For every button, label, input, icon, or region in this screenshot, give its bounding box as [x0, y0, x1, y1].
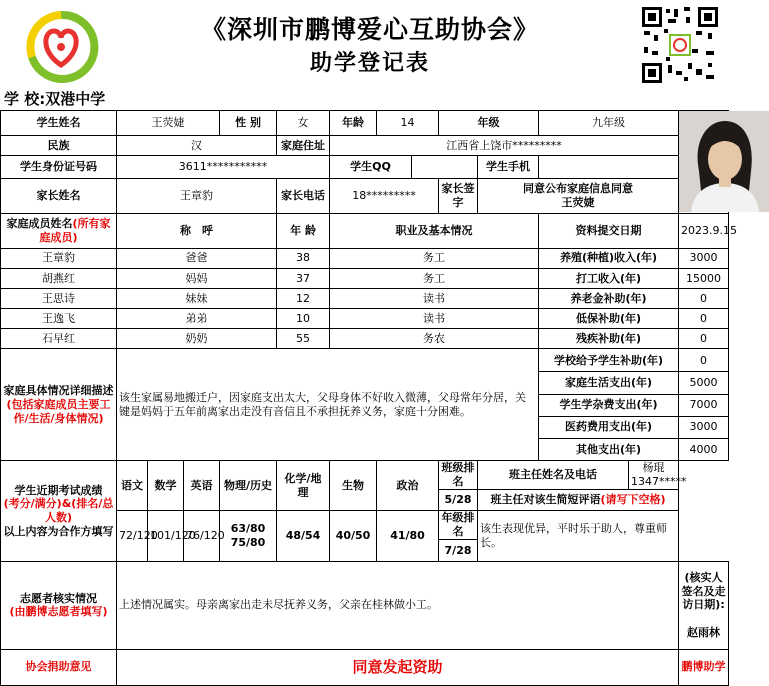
school-name: 学 校:双港中学 [4, 90, 106, 108]
subject-header: 英语 [184, 460, 220, 510]
student-name-value: 王荧婕 [117, 111, 220, 136]
association-logo-icon [18, 5, 104, 81]
association-opinion-label: 协会捐助意见 [1, 649, 117, 685]
family-row [1, 309, 729, 329]
student-qq-value [412, 155, 478, 178]
grade-label: 年级 [439, 111, 539, 136]
student-basic-row [1, 111, 729, 136]
form-subtitle: 助学登记表 [309, 50, 430, 76]
id-row [1, 155, 729, 178]
expense-label: 医药费用支出(年) [539, 416, 679, 438]
income-label: 养殖(种植)收入(年) [539, 248, 679, 268]
expense-label: 其他支出(年) [539, 438, 679, 460]
subject-header: 政治 [377, 460, 439, 510]
student-phone-value [539, 155, 679, 178]
subject-score: 48/54 [277, 511, 330, 562]
exam-note: (考分/满分)&(排名/总人数) [3, 497, 114, 525]
parent-row [1, 179, 729, 214]
family-member-occupation: 务农 [330, 329, 539, 349]
submit-date-label: 资料提交日期 [539, 213, 679, 248]
subject-score: 72/120 [117, 511, 148, 562]
parent-phone-label: 家长电话 [277, 179, 330, 214]
expense-label: 学校给予学生补助(年) [539, 349, 679, 372]
income-value: 3000 [679, 248, 729, 268]
address-value: 江西省上饶市********* [330, 136, 679, 155]
family-header-row [1, 213, 729, 248]
id-number-label: 学生身份证号码 [1, 155, 117, 178]
family-member-age: 12 [277, 289, 330, 309]
parent-phone-value: 18********* [330, 179, 439, 214]
ethnicity-label: 民族 [1, 136, 117, 155]
expense-value: 5000 [679, 372, 729, 394]
situation-note: (包括家庭成员主要工作/生活/身体情况) [6, 397, 111, 425]
subject-header: 生物 [330, 460, 377, 510]
consent-name: 王荧婕 [561, 195, 595, 209]
qr-code-icon [640, 5, 720, 85]
grade-value: 九年级 [539, 111, 679, 136]
expense-value: 0 [679, 349, 729, 372]
form-header [0, 0, 728, 88]
member-age-header: 年 龄 [277, 213, 330, 248]
family-row [1, 268, 729, 288]
family-member-name: 石早红 [1, 329, 117, 349]
family-member-name: 王逸飞 [1, 309, 117, 329]
class-rank-label: 班级排名 [439, 460, 478, 489]
verifier-name: 赵雨林 [687, 625, 721, 639]
subject-score: 40/50 [330, 511, 377, 562]
id-number-value: 3611*********** [117, 155, 330, 178]
volunteer-row [1, 562, 729, 650]
address-label: 家庭住址 [277, 136, 330, 155]
form-title: 《深圳市鹏博爱心互助协会》 [200, 15, 539, 44]
income-value: 15000 [679, 268, 729, 288]
student-phone-label: 学生手机 [478, 155, 539, 178]
family-member-occupation: 读书 [330, 289, 539, 309]
family-member-relation: 爸爸 [117, 248, 277, 268]
family-member-occupation: 务工 [330, 268, 539, 288]
teacher-comment-note: (请写下空格) [600, 493, 666, 507]
family-members-label: 家庭成员姓名(所有家庭成员) [1, 213, 117, 248]
family-member-age: 38 [277, 248, 330, 268]
teacher-label: 班主任姓名及电话 [478, 460, 629, 489]
association-decision: 同意发起资助 [117, 649, 679, 685]
teacher-value: 杨琨1347***** [629, 460, 679, 489]
subject-score: 101/120 [148, 511, 184, 562]
parent-signature-label: 家长签字 [439, 179, 478, 214]
family-member-age: 55 [277, 329, 330, 349]
family-member-name: 胡燕红 [1, 268, 117, 288]
family-member-relation: 奶奶 [117, 329, 277, 349]
grade-rank-label: 年级排名 [439, 511, 478, 540]
subject-header: 物理/历史 [220, 460, 277, 510]
grade-rank-value: 7/28 [439, 539, 478, 561]
gender-value: 女 [277, 111, 330, 136]
subject-header: 语文 [117, 460, 148, 510]
family-member-age: 10 [277, 309, 330, 329]
expense-value: 4000 [679, 438, 729, 460]
expense-label: 家庭生活支出(年) [539, 372, 679, 394]
volunteer-text: 上述情况属实。母亲离家出走未尽抚养义务，父亲在桂林做小工。 [117, 562, 679, 650]
family-members-note: (所有家庭成员) [39, 216, 111, 244]
student-photo [679, 111, 729, 214]
situation-label: 家庭具体情况详细描述(包括家庭成员主要工作/生活/身体情况) [1, 349, 117, 461]
income-label: 养老金补助(年) [539, 289, 679, 309]
income-value: 0 [679, 329, 729, 349]
exam-header-row [1, 460, 729, 489]
occupation-header: 职业及基本情况 [330, 213, 539, 248]
expense-value: 7000 [679, 394, 729, 416]
exam-label: 学生近期考试成绩 (考分/满分)&(排名/总人数) 以上内容为合作方填写 [1, 460, 117, 561]
decision-row [1, 649, 729, 685]
student-portrait-icon [679, 111, 769, 212]
family-member-occupation: 读书 [330, 309, 539, 329]
teacher-comment-label: 班主任对该生简短评语(请写下空格) [478, 490, 679, 511]
relation-header: 称 呼 [117, 213, 277, 248]
subject-score: 41/80 [377, 511, 439, 562]
verifier-cell [679, 562, 729, 650]
family-member-relation: 妹妹 [117, 289, 277, 309]
volunteer-note: (由鹏博志愿者填写) [9, 605, 108, 619]
family-member-occupation: 务工 [330, 248, 539, 268]
expense-value: 3000 [679, 416, 729, 438]
verifier-label: (核实人签名及走访日期): [681, 570, 726, 612]
parent-name-value: 王章豹 [117, 179, 277, 214]
situation-row [1, 349, 729, 372]
association-name: 鹏博助学 [679, 649, 729, 685]
volunteer-label: 志愿者核实情况 (由鹏博志愿者填写) [1, 562, 117, 650]
subject-header: 化学/地理 [277, 460, 330, 510]
consent-cell [478, 179, 679, 214]
parent-name-label: 家长姓名 [1, 179, 117, 214]
age-label: 年龄 [330, 111, 377, 136]
submit-date-value: 2023.9.15 [679, 213, 729, 248]
family-member-relation: 妈妈 [117, 268, 277, 288]
class-rank-value: 5/28 [439, 490, 478, 511]
student-qq-label: 学生QQ [330, 155, 412, 178]
family-row [1, 329, 729, 349]
gender-label: 性 别 [220, 111, 277, 136]
income-label: 打工收入(年) [539, 268, 679, 288]
subject-score: 76/120 [184, 511, 220, 562]
situation-text: 该生家属易地搬迁户，因家庭支出太大，父母身体不好收入微薄，父母常年分居，关键是妈妈于五年前离家出走没有音信且不承担抚养义务，家庭十分困难。 [117, 349, 539, 461]
expense-label: 学生学杂费支出(年) [539, 394, 679, 416]
ethnicity-value: 汉 [117, 136, 277, 155]
consent-label: 同意公布家庭信息同意 [523, 182, 634, 196]
ethnicity-row [1, 136, 729, 155]
subject-score: 63/80 75/80 [220, 511, 277, 562]
registration-form-table [0, 110, 738, 686]
income-value: 0 [679, 309, 729, 329]
income-label: 残疾补助(年) [539, 329, 679, 349]
teacher-comment-text: 该生表现优异，平时乐于助人，尊重师长。 [478, 511, 679, 562]
income-label: 低保补助(年) [539, 309, 679, 329]
family-member-name: 王思诗 [1, 289, 117, 309]
family-row [1, 248, 729, 268]
family-member-name: 王章豹 [1, 248, 117, 268]
age-value: 14 [377, 111, 439, 136]
family-member-age: 37 [277, 268, 330, 288]
income-value: 0 [679, 289, 729, 309]
subject-header: 数学 [148, 460, 184, 510]
family-member-relation: 弟弟 [117, 309, 277, 329]
family-row [1, 289, 729, 309]
student-name-label: 学生姓名 [1, 111, 117, 136]
